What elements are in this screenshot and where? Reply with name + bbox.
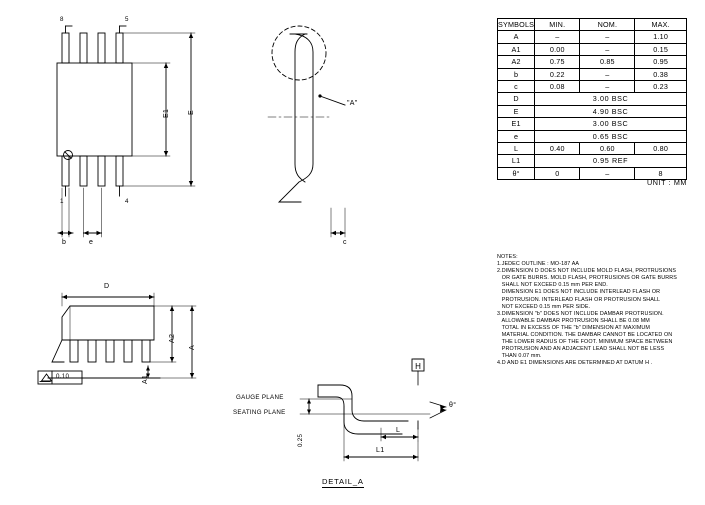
table-header-max: MAX. bbox=[635, 19, 687, 31]
table-row bbox=[498, 130, 687, 142]
table-row bbox=[498, 155, 687, 167]
row-span: 3.00 BSC bbox=[535, 118, 687, 130]
table-header-row bbox=[498, 19, 687, 31]
row-max: 8 bbox=[635, 167, 687, 179]
dim-l-label: L bbox=[396, 427, 401, 434]
table-row bbox=[498, 43, 687, 55]
note-line: NOT EXCEED 0.15 mm PER SIDE. bbox=[497, 303, 591, 310]
row-symbol: L bbox=[498, 143, 535, 155]
row-min: 0 bbox=[535, 167, 580, 179]
row-max: 0.38 bbox=[635, 68, 687, 80]
table-row bbox=[498, 93, 687, 105]
note-line: 2.DIMENSION D DOES NOT INCLUDE MOLD FLASH, PROTRUSIONS bbox=[497, 268, 677, 275]
table-row bbox=[498, 118, 687, 130]
detail-a-title: DETAIL_A bbox=[322, 477, 364, 486]
table-row bbox=[498, 56, 687, 68]
dimension-table bbox=[497, 18, 687, 180]
row-symbol: θ° bbox=[498, 167, 535, 179]
detail-a-lead-outer bbox=[318, 385, 408, 421]
row-max: 0.95 bbox=[635, 56, 687, 68]
note-line: THE LOWER RADIUS OF THE FOOT. MINIMUM SPACE BETWEEN bbox=[497, 339, 673, 346]
row-min: 0.00 bbox=[535, 43, 580, 55]
row-span: 3.00 BSC bbox=[535, 93, 687, 105]
flatness-value: 0.10 bbox=[56, 373, 70, 380]
note-line: 4.D AND E1 DIMENSIONS ARE DETERMINED AT DATUM H . bbox=[497, 360, 653, 367]
table-row bbox=[498, 105, 687, 117]
dim-a-label: A bbox=[189, 345, 196, 350]
row-max: 0.23 bbox=[635, 81, 687, 93]
top-view-body bbox=[57, 63, 132, 156]
dim-b-label: b bbox=[62, 239, 67, 246]
note-line: THAN 0.07 mm. bbox=[497, 353, 542, 360]
note-line: 1.JEDEC OUTLINE : MO-187 AA bbox=[497, 261, 580, 268]
row-symbol: c bbox=[498, 81, 535, 93]
note-line: TOTAL IN EXCESS OF THE "b" DIMENSION AT MAXIMUM bbox=[497, 324, 650, 331]
table-row bbox=[498, 143, 687, 155]
table-row bbox=[498, 81, 687, 93]
row-nom: – bbox=[580, 167, 635, 179]
row-nom: – bbox=[580, 68, 635, 80]
row-span: 0.95 REF bbox=[535, 155, 687, 167]
row-min: 0.08 bbox=[535, 81, 580, 93]
seating-plane-label: SEATING PLANE bbox=[233, 409, 286, 416]
detail-a-lead-inner bbox=[318, 397, 402, 434]
dim-a1-label: A1 bbox=[142, 374, 149, 384]
row-symbol: E bbox=[498, 105, 535, 117]
row-max: 0.80 bbox=[635, 143, 687, 155]
pin-number-5: 5 bbox=[125, 16, 129, 23]
row-nom: 0.60 bbox=[580, 143, 635, 155]
dim-d-label: D bbox=[104, 283, 110, 290]
note-line: 3.DIMENSION "b" DOES NOT INCLUDE DAMBAR PROTRUSION. bbox=[497, 310, 664, 317]
row-min: 0.75 bbox=[535, 56, 580, 68]
row-span: 4.90 BSC bbox=[535, 105, 687, 117]
detail-callout-a: "A" bbox=[347, 100, 358, 107]
row-nom: – bbox=[580, 81, 635, 93]
row-nom: – bbox=[580, 31, 635, 43]
gauge-plane-label: GAUGE PLANE bbox=[236, 394, 284, 401]
note-line: SHALL NOT EXCEED 0.15 mm PER END. bbox=[497, 282, 608, 289]
table-header-symbols: SYMBOLS bbox=[498, 20, 535, 29]
row-nom: – bbox=[580, 43, 635, 55]
notes-title: NOTES: bbox=[497, 254, 518, 260]
row-symbol: A2 bbox=[498, 56, 535, 68]
detail-lead-profile bbox=[279, 34, 313, 202]
gauge-dim-label: 0.25 bbox=[297, 433, 304, 447]
row-symbol: b bbox=[498, 68, 535, 80]
row-max: 0.15 bbox=[635, 43, 687, 55]
row-span: 0.65 BSC bbox=[535, 130, 687, 142]
row-max: 1.10 bbox=[635, 31, 687, 43]
pin-number-8: 8 bbox=[60, 16, 64, 23]
note-line: MATERIAL CONDITION. THE DAMBAR CANNOT BE LOCATED ON bbox=[497, 332, 673, 339]
row-symbol: A bbox=[498, 31, 535, 43]
note-line: ALLOWABLE DAMBAR PROTRUSION SHALL BE 0.08 MM bbox=[497, 317, 650, 324]
note-line: PROTRUSION. INTERLEAD FLASH OR PROTRUSION SHALL bbox=[497, 296, 661, 303]
row-symbol: A1 bbox=[498, 43, 535, 55]
pin-number-1: 1 bbox=[60, 198, 64, 205]
dim-a2-label: A2 bbox=[169, 333, 176, 343]
datum-h-letter: H bbox=[415, 362, 421, 371]
table-header-min: MIN. bbox=[535, 19, 580, 31]
row-min: 0.22 bbox=[535, 68, 580, 80]
row-symbol: L1 bbox=[498, 155, 535, 167]
row-symbol: E1 bbox=[498, 118, 535, 130]
notes-block bbox=[497, 254, 697, 368]
row-nom: 0.85 bbox=[580, 56, 635, 68]
table-row bbox=[498, 68, 687, 80]
pin-number-4: 4 bbox=[125, 198, 129, 205]
angle-theta-label: θ° bbox=[449, 402, 457, 409]
note-line: PROTRUSION AND AN ADJACENT LEAD SHALL NOT BE LESS bbox=[497, 346, 665, 353]
table-header-nom: NOM. bbox=[580, 19, 635, 31]
row-min: 0.40 bbox=[535, 143, 580, 155]
note-line: DIMENSION E1 DOES NOT INCLUDE INTERLEAD FLASH OR bbox=[497, 289, 661, 296]
row-symbol: D bbox=[498, 93, 535, 105]
dim-l1-label: L1 bbox=[376, 447, 385, 454]
side-view-body bbox=[62, 306, 154, 340]
note-line: OR GATE BURRS. MOLD FLASH, PROTRUSIONS OR GATE BURRS bbox=[497, 275, 677, 282]
dim-c-label: c bbox=[343, 239, 347, 246]
unit-label: UNIT : MM bbox=[646, 178, 687, 187]
table-row bbox=[498, 31, 687, 43]
row-min: – bbox=[535, 31, 580, 43]
row-symbol: e bbox=[498, 130, 535, 142]
dim-e-label: E bbox=[188, 110, 195, 115]
dim-e1-label: E1 bbox=[163, 108, 170, 118]
dim-e-pitch-label: e bbox=[89, 239, 94, 246]
